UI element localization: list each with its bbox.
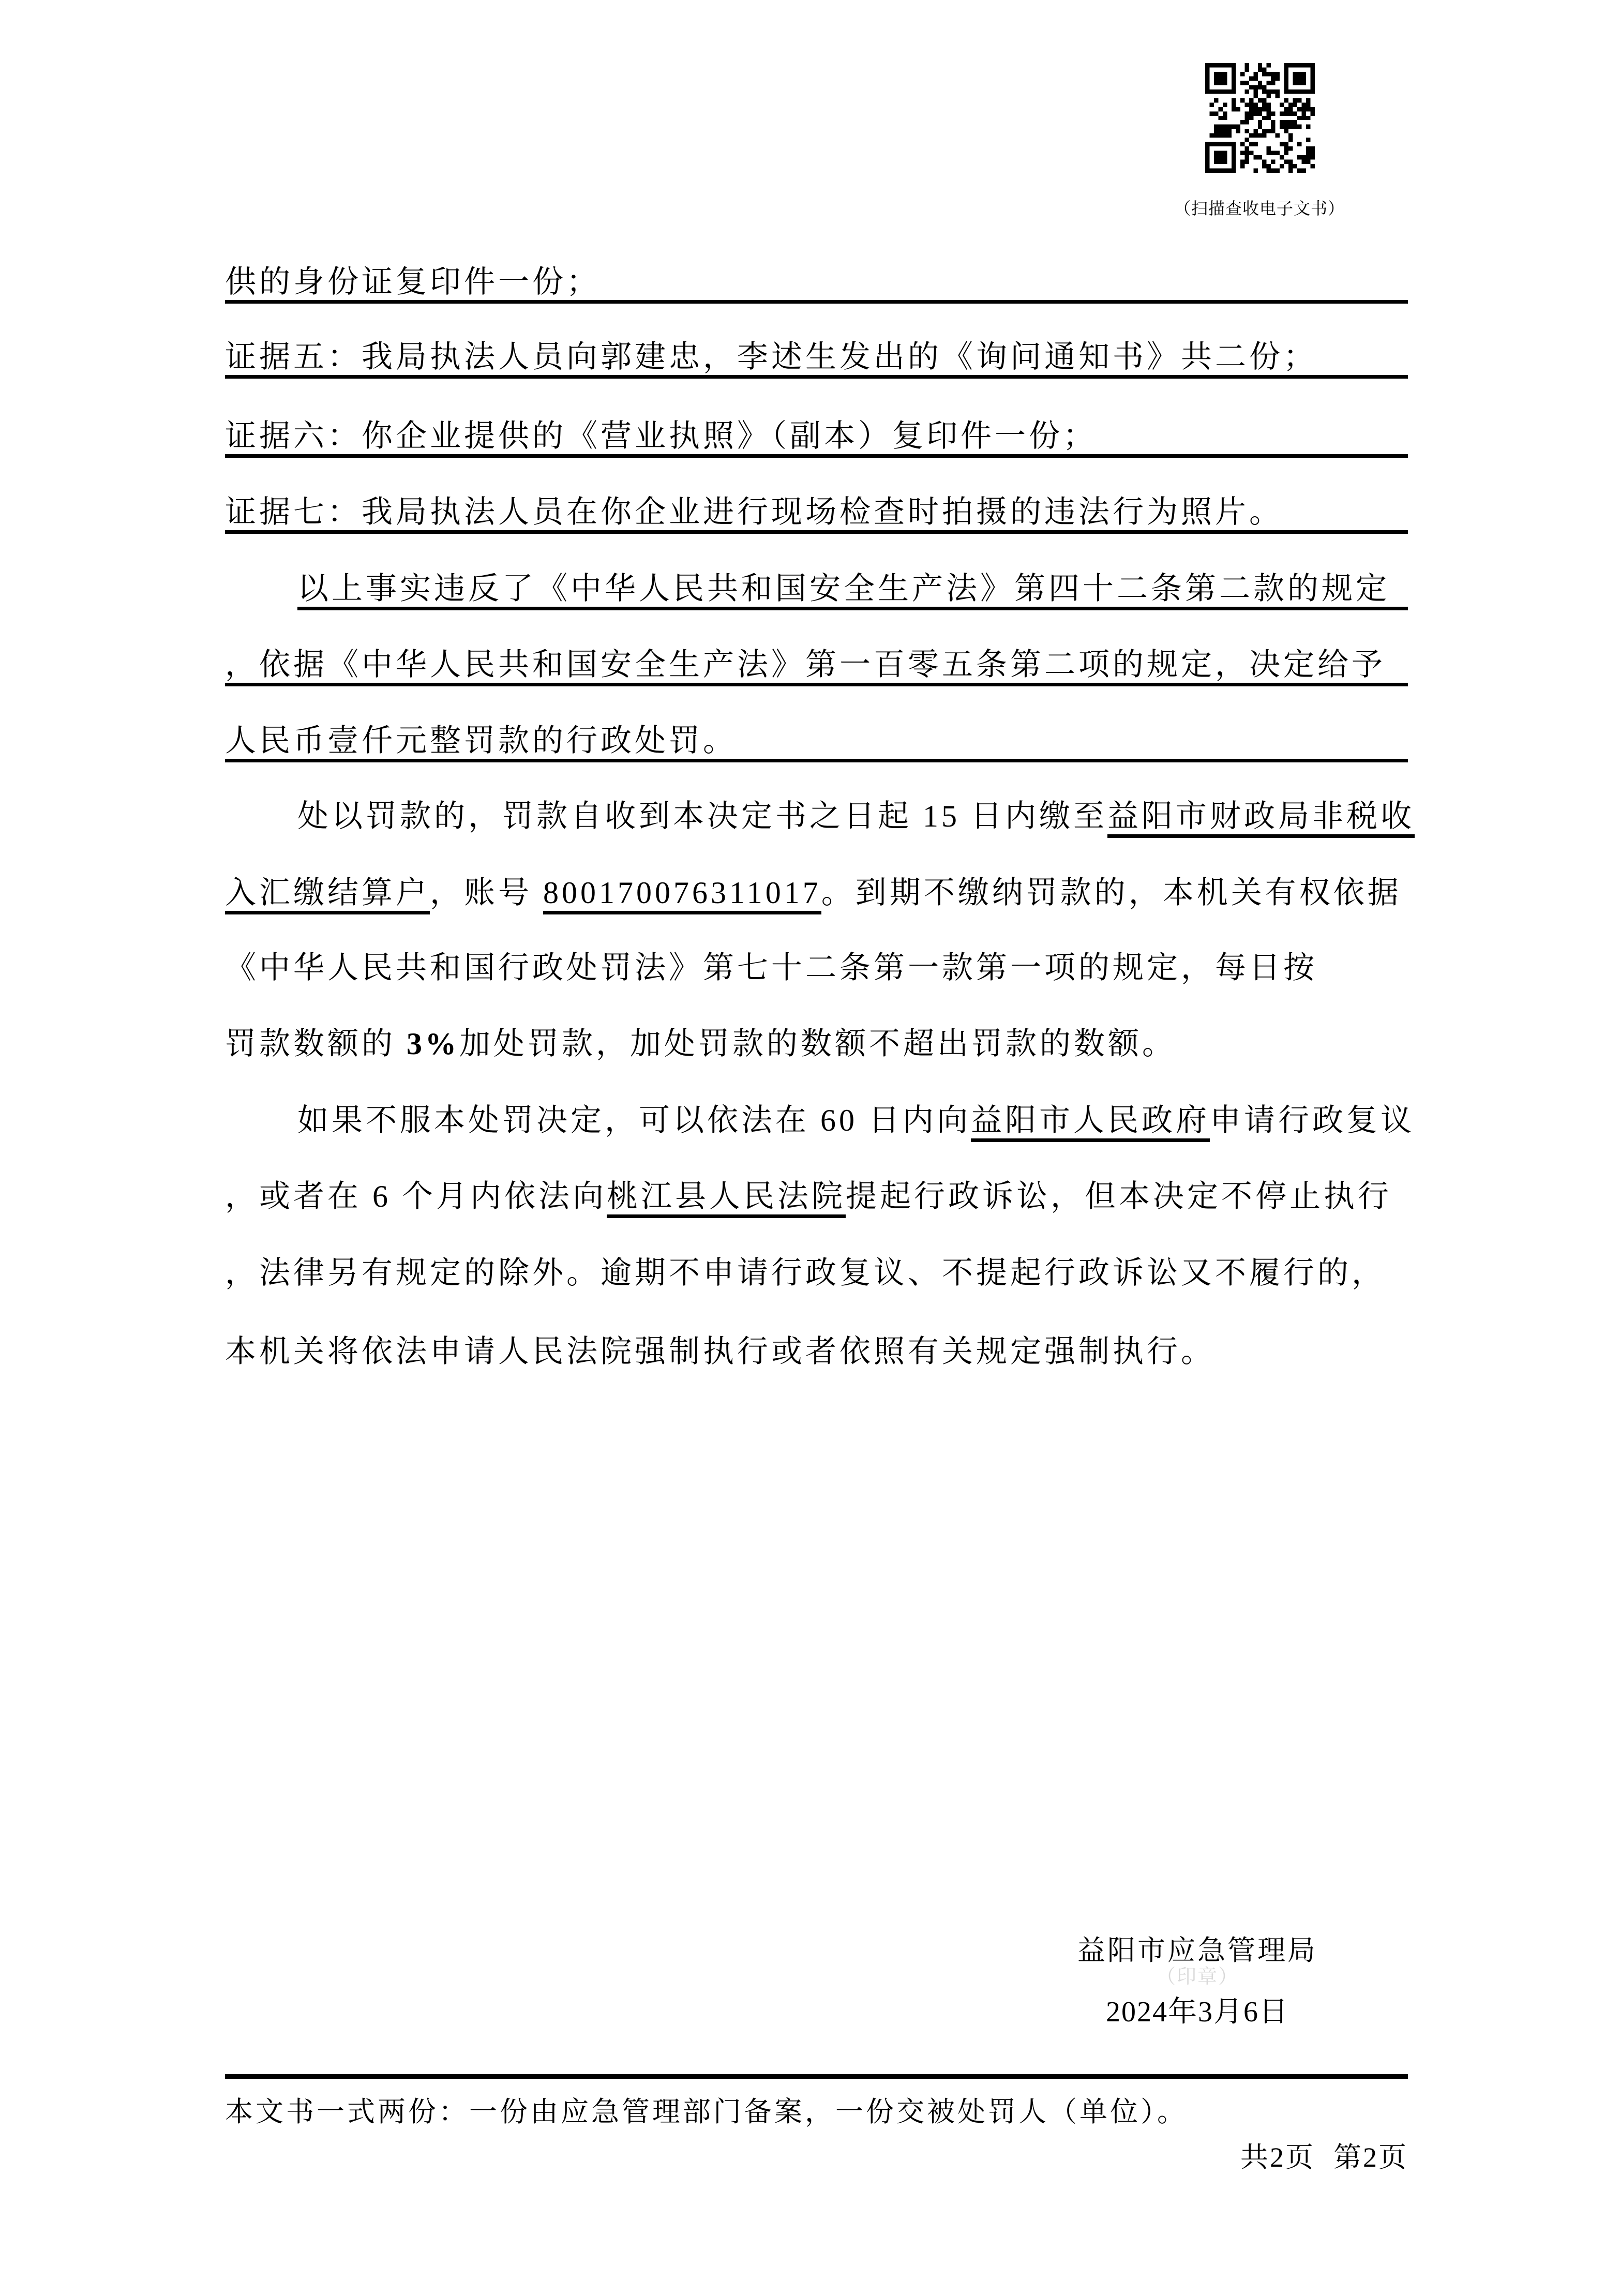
footer-page-number: 第2页 [1333,2142,1408,2173]
line-text: 人民币壹仟元整罚款的行政处罚。 [225,724,737,758]
line-text: 提起行政诉讼，但本决定不停止执行 [846,1179,1392,1213]
body-line [225,1256,1408,1290]
line-text: 申请行政复议 [1210,1103,1415,1137]
line-text: 本机关将依法申请人民法院强制执行或者依照有关规定强制执行。 [225,1334,1215,1369]
body-line [225,419,1408,458]
body-line [225,799,1415,833]
footer-page-count: 共2页 [1240,2142,1315,2173]
line-text: ，依据《中华人民共和国安全生产法》第一百零五条第二项的规定，决定给予 [225,648,1386,682]
line-text: 供的身份证复印件一份； [225,265,601,299]
line-text: 如果不服本处罚决定，可以依法在 60 日内向 [297,1103,971,1137]
bold-percentage: 3% [407,1027,459,1061]
body-line [225,265,1408,304]
body-line [225,951,1408,985]
body-line [225,495,1408,534]
underlined-account-number: 800170076311017 [543,876,821,914]
line-text: 证据五：我局执法人员向郭建忠，李述生发出的《询问通知书》共二份； [225,340,1317,374]
qr-caption: （扫描查收电子文书） [1174,199,1345,218]
qr-code-image [1205,63,1315,173]
signature-date: 2024年3月6日 [1106,1996,1289,2028]
footer-copy-note: 本文书一式两份：一份由应急管理部门备案，一份交被处罚人（单位）。 [225,2096,1188,2127]
line-text: 《中华人民共和国行政处罚法》第七十二条第一款第一项的规定，每日按 [225,951,1317,985]
body-line [225,724,1408,762]
line-text: 罚款数额的 [225,1027,407,1061]
body-line [297,572,1408,610]
underlined-phrase: 益阳市财政局非税收 [1107,799,1415,838]
underlined-phrase: 益阳市人民政府 [971,1103,1210,1142]
line-text: 证据六：你企业提供的《营业执照》（副本）复印件一份； [225,419,1097,453]
underlined-phrase: 桃江县人民法院 [607,1179,846,1218]
footer-divider [225,2074,1408,2079]
body-line [225,1334,1408,1369]
body-line [225,876,1408,910]
seal-placeholder: （印章） [1156,1966,1239,1988]
body-line [225,340,1408,379]
line-text: 处以罚款的，罚款自收到本决定书之日起 15 日内缴至 [297,799,1107,833]
line-text: 以上事实违反了《中华人民共和国安全生产法》第四十二条第二款的规定 [297,572,1390,606]
agency-signature: 益阳市应急管理局 [1077,1935,1317,1966]
line-text: 。到期不缴纳罚款的，本机关有权依据 [821,876,1402,910]
line-text: ，法律另有规定的除外。逾期不申请行政复议、不提起行政诉讼又不履行的， [225,1256,1386,1290]
body-line [225,1179,1408,1213]
line-text: 加处罚款，加处罚款的数额不超出罚款的数额。 [459,1027,1176,1061]
underlined-phrase: 入汇缴结算户 [225,876,430,914]
qr-code [1205,63,1315,173]
body-line [225,1027,1408,1061]
footer-page-info [225,2135,1408,2175]
body-line [225,1103,1415,1137]
line-text: ，或者在 6 个月内依法向 [225,1179,607,1213]
body-line [225,648,1408,686]
line-text: 证据七：我局执法人员在你企业进行现场检查时拍摄的违法行为照片。 [225,495,1283,529]
line-text: ，账号 [430,876,543,910]
